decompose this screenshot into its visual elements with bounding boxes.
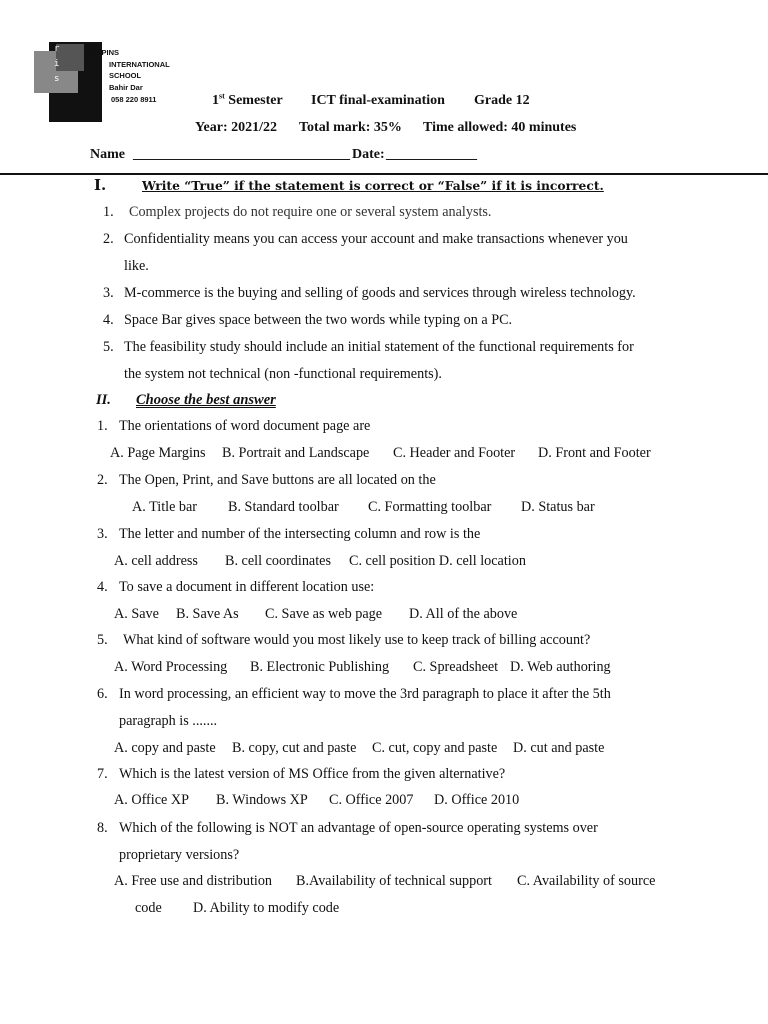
question-text: M-commerce is the buying and selling of goods and services through wireless technology. [124,285,636,301]
question-number: 3. [103,285,114,301]
answer-option: C. Office 2007 [329,792,414,808]
question-text-continued: proprietary versions? [119,847,240,863]
answer-option: B. cell coordinates [225,553,331,569]
answer-option: B.Availability of technical support [296,873,492,889]
total-mark-label: Total mark: 35% [299,120,402,135]
question-text-continued: paragraph is ....... [119,713,218,729]
answer-option: D. Front and Footer [538,445,651,461]
answer-option-continued: code [135,900,162,916]
question-text: Confidentiality means you can access your account and make transactions whenever you [124,231,628,247]
answer-option: B. Portrait and Landscape [222,445,370,461]
semester-label: 1st Semester [212,91,283,108]
date-label: Date: [352,147,385,162]
question-number: 5. [97,632,108,648]
answer-option: A. Word Processing [114,659,228,675]
question-number: 1. [97,418,108,434]
question-number: 3. [97,526,108,542]
question-number: 2. [103,231,114,247]
year-label: Year: 2021/22 [195,120,278,135]
answer-option: D. Ability to modify code [193,900,340,916]
question-text: The orientations of word document page are [119,418,371,434]
question-text: To save a document in different location use: [119,579,375,595]
date-blank: _____________ [386,147,477,162]
question-text-continued: the system not technical (non -functional requirements). [124,366,442,382]
answer-option: C. Formatting toolbar [368,499,492,515]
answer-option: A. cell address [114,553,198,569]
logo-letter-r: r [54,44,60,54]
school-phone: 058 220 8911 [111,95,157,104]
question-text-continued: like. [124,258,149,274]
school-name-line: SCHOOL [109,71,142,80]
school-name-line: INTERNATIONAL [109,60,170,69]
answer-option: B. Standard toolbar [228,499,339,515]
question-text: In word processing, an efficient way to move the 3rd paragraph to place it after the 5th [119,686,611,702]
question-number: 4. [103,312,114,328]
name-blank: _______________________________ [133,147,350,162]
question-text: Which of the following is NOT an advantage of open-source operating systems over [119,820,598,836]
question-number: 1. [103,204,114,220]
logo-letter-s: s [54,74,60,84]
answer-option: C. Save as web page [265,606,383,622]
answer-option: B. copy, cut and paste [232,740,357,756]
question-number: 4. [97,579,108,595]
exam-title: ICT final-examination [311,93,445,108]
answer-option: D. Status bar [521,499,595,515]
answer-option: A. Page Margins [110,445,206,461]
logo-letter-i: i [54,59,60,69]
question-number: 8. [97,820,108,836]
section-numeral: I. [94,176,107,194]
answer-option: C. cell position D. cell location [349,553,526,569]
question-text: Which is the latest version of MS Office from the given alternative? [119,766,506,782]
question-text: Complex projects do not require one or several system analysts. [129,204,492,220]
answer-option: A. Office XP [114,792,189,808]
section-title: Write “True” if the statement is correct or “False” if it is incorrect. [142,178,604,193]
question-text: The Open, Print, and Save buttons are all located on the [119,472,436,488]
header-divider [0,173,768,175]
question-number: 6. [97,686,108,702]
answer-option: B. Windows XP [216,792,308,808]
answer-option: C. Availability of source [517,873,656,889]
question-text: The feasibility study should include an initial statement of the functional requirements for [124,339,634,355]
answer-option: B. Electronic Publishing [250,659,390,675]
answer-option: D. Web authoring [510,659,611,675]
grade-label: Grade 12 [474,93,530,108]
answer-option: D. Office 2010 [434,792,520,808]
question-number: 5. [103,339,114,355]
answer-option: C. cut, copy and paste [372,740,498,756]
question-text: What kind of software would you most likely use to keep track of billing account? [123,632,591,648]
school-name-line: RISPINS [89,48,120,57]
answer-option: B. Save As [176,606,239,622]
answer-option: C. Header and Footer [393,445,516,461]
answer-option: A. Free use and distribution [114,873,273,889]
question-number: 2. [97,472,108,488]
question-text: The letter and number of the intersecting column and row is the [119,526,481,542]
question-number: 7. [97,766,108,782]
section-title: Choose the best answer [136,392,276,408]
logo-dark-gray-block [56,44,84,71]
answer-option: A. copy and paste [114,740,216,756]
time-allowed-label: Time allowed: 40 minutes [423,120,577,135]
answer-option: A. Title bar [132,499,198,515]
answer-option: C. Spreadsheet [413,659,499,675]
name-label: Name [90,147,125,162]
answer-option: D. cut and paste [513,740,605,756]
answer-option: D. All of the above [409,606,518,622]
section-numeral: II. [96,392,111,408]
school-city: Bahir Dar [109,83,143,92]
question-text: Space Bar gives space between the two words while typing on a PC. [124,312,513,328]
answer-option: A. Save [114,606,159,622]
